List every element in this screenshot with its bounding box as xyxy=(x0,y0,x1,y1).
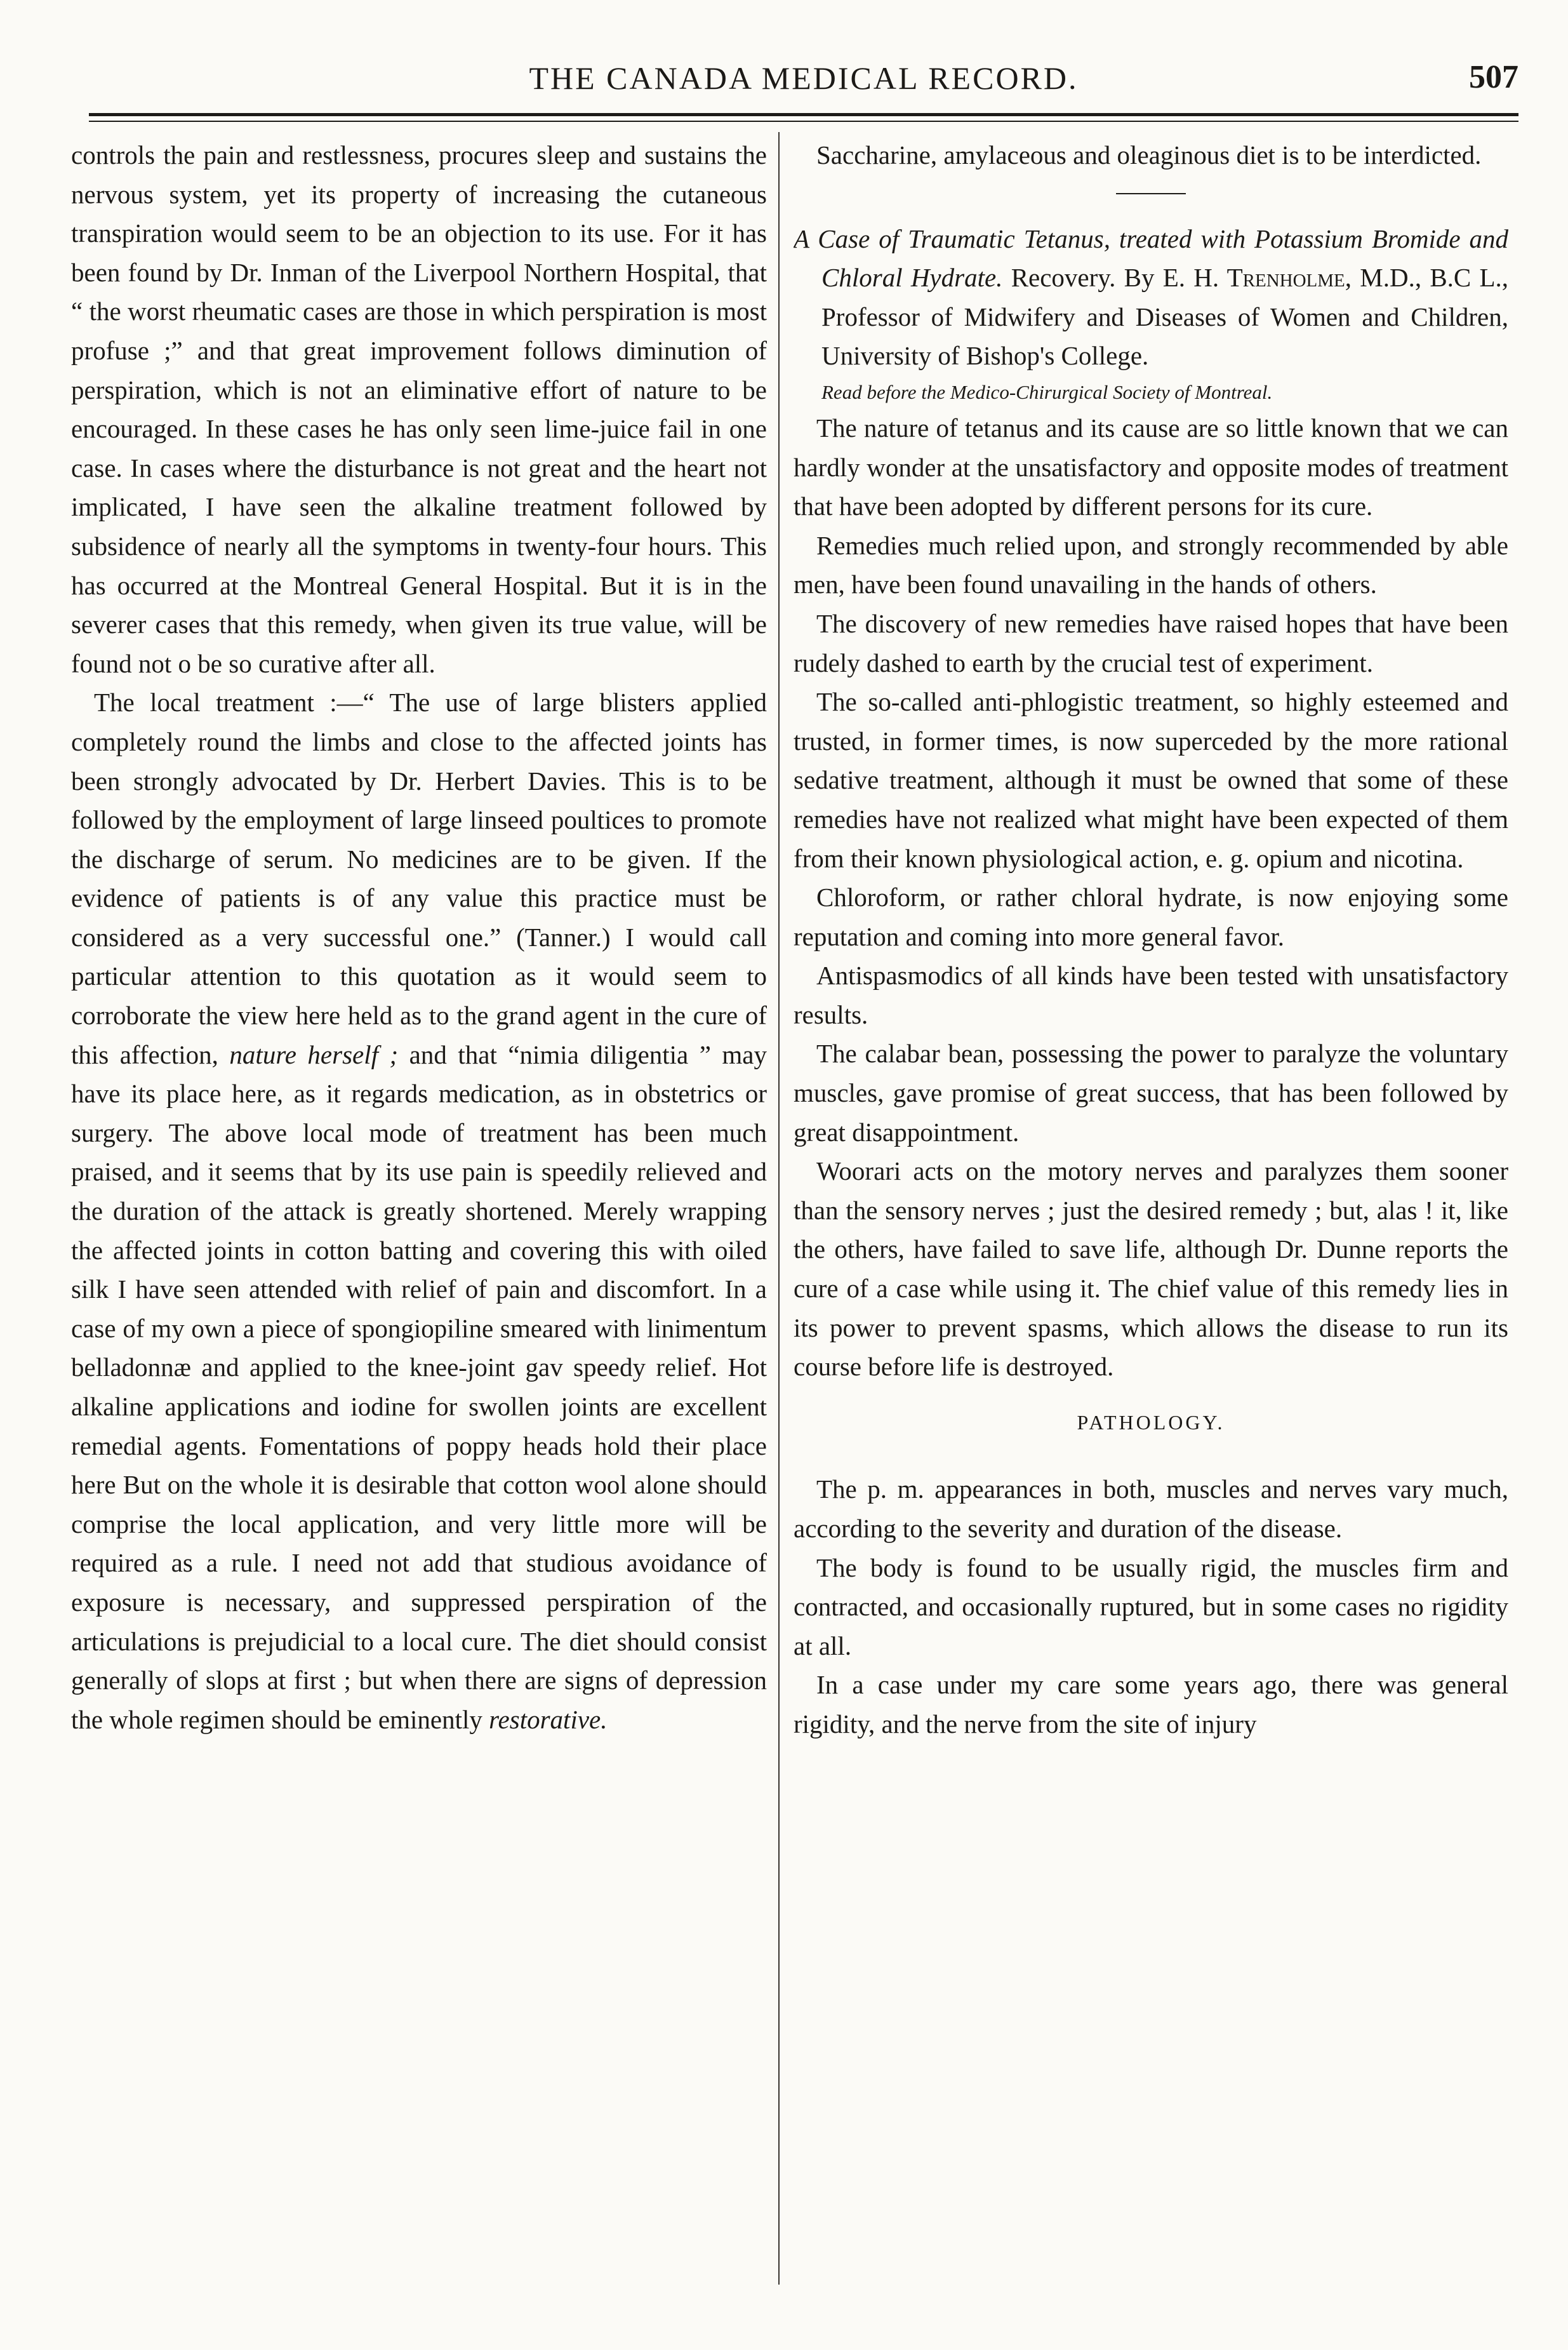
left-paragraph-2 xyxy=(71,683,767,1739)
pathology-paragraph: The p. m. appearances in both, muscles and nerves vary much, according to the severity and duration of the disease. xyxy=(794,1474,1508,1543)
body-paragraph: Remedies much relied upon, and strongly recommended by able men, have been found unavailing in the hands of others. xyxy=(794,530,1508,599)
pathology-paragraph: The body is found to be usually rigid, the muscles firm and contracted, and occasionally ruptured, but in some cases no rigidity at all. xyxy=(794,1552,1508,1660)
body-paragraph: Woorari acts on the motory nerves and paralyzes them sooner than the sensory nerves ; just the desired remedy ; but, alas ! it, like the others, have failed to save life, although Dr. Dunne reports the cure of a case while using it. The chief value of this remedy lies in its power to prevent spasms, which allows the disease to run its course before life is destroyed. xyxy=(794,1156,1508,1382)
italic-restorative: restorative. xyxy=(489,1704,608,1734)
article-title xyxy=(794,220,1508,376)
body-paragraph: The discovery of new remedies have raised hopes that have been rudely dashed to earth by the crucial test of experiment. xyxy=(794,608,1508,678)
header-rule-thin xyxy=(89,121,1518,122)
journal-title: THE CANADA MEDICAL RECORD. xyxy=(529,60,1079,96)
body-paragraph: Chloroform, or rather chloral hydrate, is now enjoying some reputation and coming into more general favor. xyxy=(794,883,1508,951)
article-separator xyxy=(1116,193,1186,194)
read-before-note: Read before the Medico-Chirurgical Society of Montreal. xyxy=(821,380,1273,403)
local-treatment-text-cont: and that “nimia diligentia ” may have its place here, as it regards medication, as in obstetrics or surgery. The above local mode of treatment has been much praised, and it seems that by its use pain is speedily relieved and the duration of the attack is greatly shortened. Merely wrapping the affected joints in cotton batting and covering this with oiled silk I have seen attended with relief of pain and discomfort. In a case of my own a piece of spongiopiline smeared with linimentum belladonnæ and applied to the knee-joint gav speedy relief. Hot alkaline applications and iodine for swollen joints are excellent remedial agents. Fomentations of poppy heads hold their place here But on the whole it is desirable that cotton wool alone should comprise the local application, and very little more will be required as a rule. I need not add that studious avoidance of exposure is necessary, and suppressed perspiration of the articulations is prejudicial to a local cure. The diet should consist generally of slops at first ; but when there are signs of depression the whole regimen should be eminently xyxy=(71,1039,767,1734)
left-paragraph-1: controls the pain and restlessness, procures sleep and sustains the nervous system, yet its property of increasing the cutaneous transpiration would seem to be an objection to its use. For it has been found by Dr. Inman of the Liverpool Northern Hospital, that “ the worst rheumatic cases are those in which perspiration is most profuse ;” and that great improvement follows diminution of perspiration, which is not an eliminative effort of nature to be encouraged. In these cases he has only seen lime-juice fail in one case. In cases where the disturbance is not great and the heart not implicated, I have seen the alkaline treatment followed by subsidence of nearly all the symptoms in twenty-four hours. This has occurred at the Montreal General Hospital. But it is in the severer cases that this remedy, when given its true value, will be found not o be so curative after all. xyxy=(71,140,767,678)
column-divider xyxy=(778,132,780,2285)
article-author: E. H. Trenholme xyxy=(1162,263,1345,293)
local-treatment-text: The local treatment :—“ The use of large blisters applied completely round the limbs and close to the affected joints has been strongly advocated by Dr. Herbert Davies. This is to be followed by the employment of large linseed poultices to promote the discharge of serum. No medicines are to be given. If the evidence of patients is of any value this practice must be considered as a very successful one.” (Tanner.) I would call particular attention to this quotation as it would seem to corroborate the view here held as to the grand agent in the cure of this affection, xyxy=(71,688,767,1069)
italic-nature-herself: nature herself ; xyxy=(229,1039,399,1069)
body-paragraph: The calabar bean, possessing the power to paralyze the voluntary muscles, gave promise of great success, that has been followed by great disappointment. xyxy=(794,1039,1508,1147)
right-column xyxy=(794,136,1508,2307)
header-rule-thick xyxy=(89,113,1518,116)
page-number: 507 xyxy=(1469,59,1518,95)
body-paragraph: The nature of tetanus and its cause are so little known that we can hardly wonder at the unsatisfactory and opposite modes of treatment that have been adopted by different persons for its cure. xyxy=(794,413,1508,521)
body-paragraph: Antispasmodics of all kinds have been tested with unsatisfactory results. xyxy=(794,961,1508,1029)
running-head xyxy=(89,56,1518,107)
left-column xyxy=(71,136,767,2307)
body-paragraph: The so-called anti-phlogistic treatment, so highly esteemed and trusted, in former times, is now superceded by the more rational sedative treatment, although it must be owned that some of these remedies have not realized what might have been expected of them from their known physiological action, e. g. opium and nicotina. xyxy=(794,687,1508,873)
pathology-paragraph: In a case under my care some years ago, there was general rigidity, and the nerve from the site of injury xyxy=(794,1670,1508,1739)
diet-paragraph: Saccharine, amylaceous and oleaginous diet is to be interdicted. xyxy=(816,140,1482,170)
article-credentials: , M.D., B.C L., Professor of Midwifery and Diseases of Women and Children, University of Bishop's College. xyxy=(821,263,1508,371)
article-byline-by: By xyxy=(1124,263,1155,293)
section-heading-pathology: PATHOLOGY. xyxy=(1077,1410,1225,1434)
article-title-italic: A Case of Traumatic Tetanus, treated with Potassium Bromide and Chloral Hydrate. xyxy=(794,224,1508,293)
article-title-recovery: Recovery. xyxy=(1011,263,1116,293)
